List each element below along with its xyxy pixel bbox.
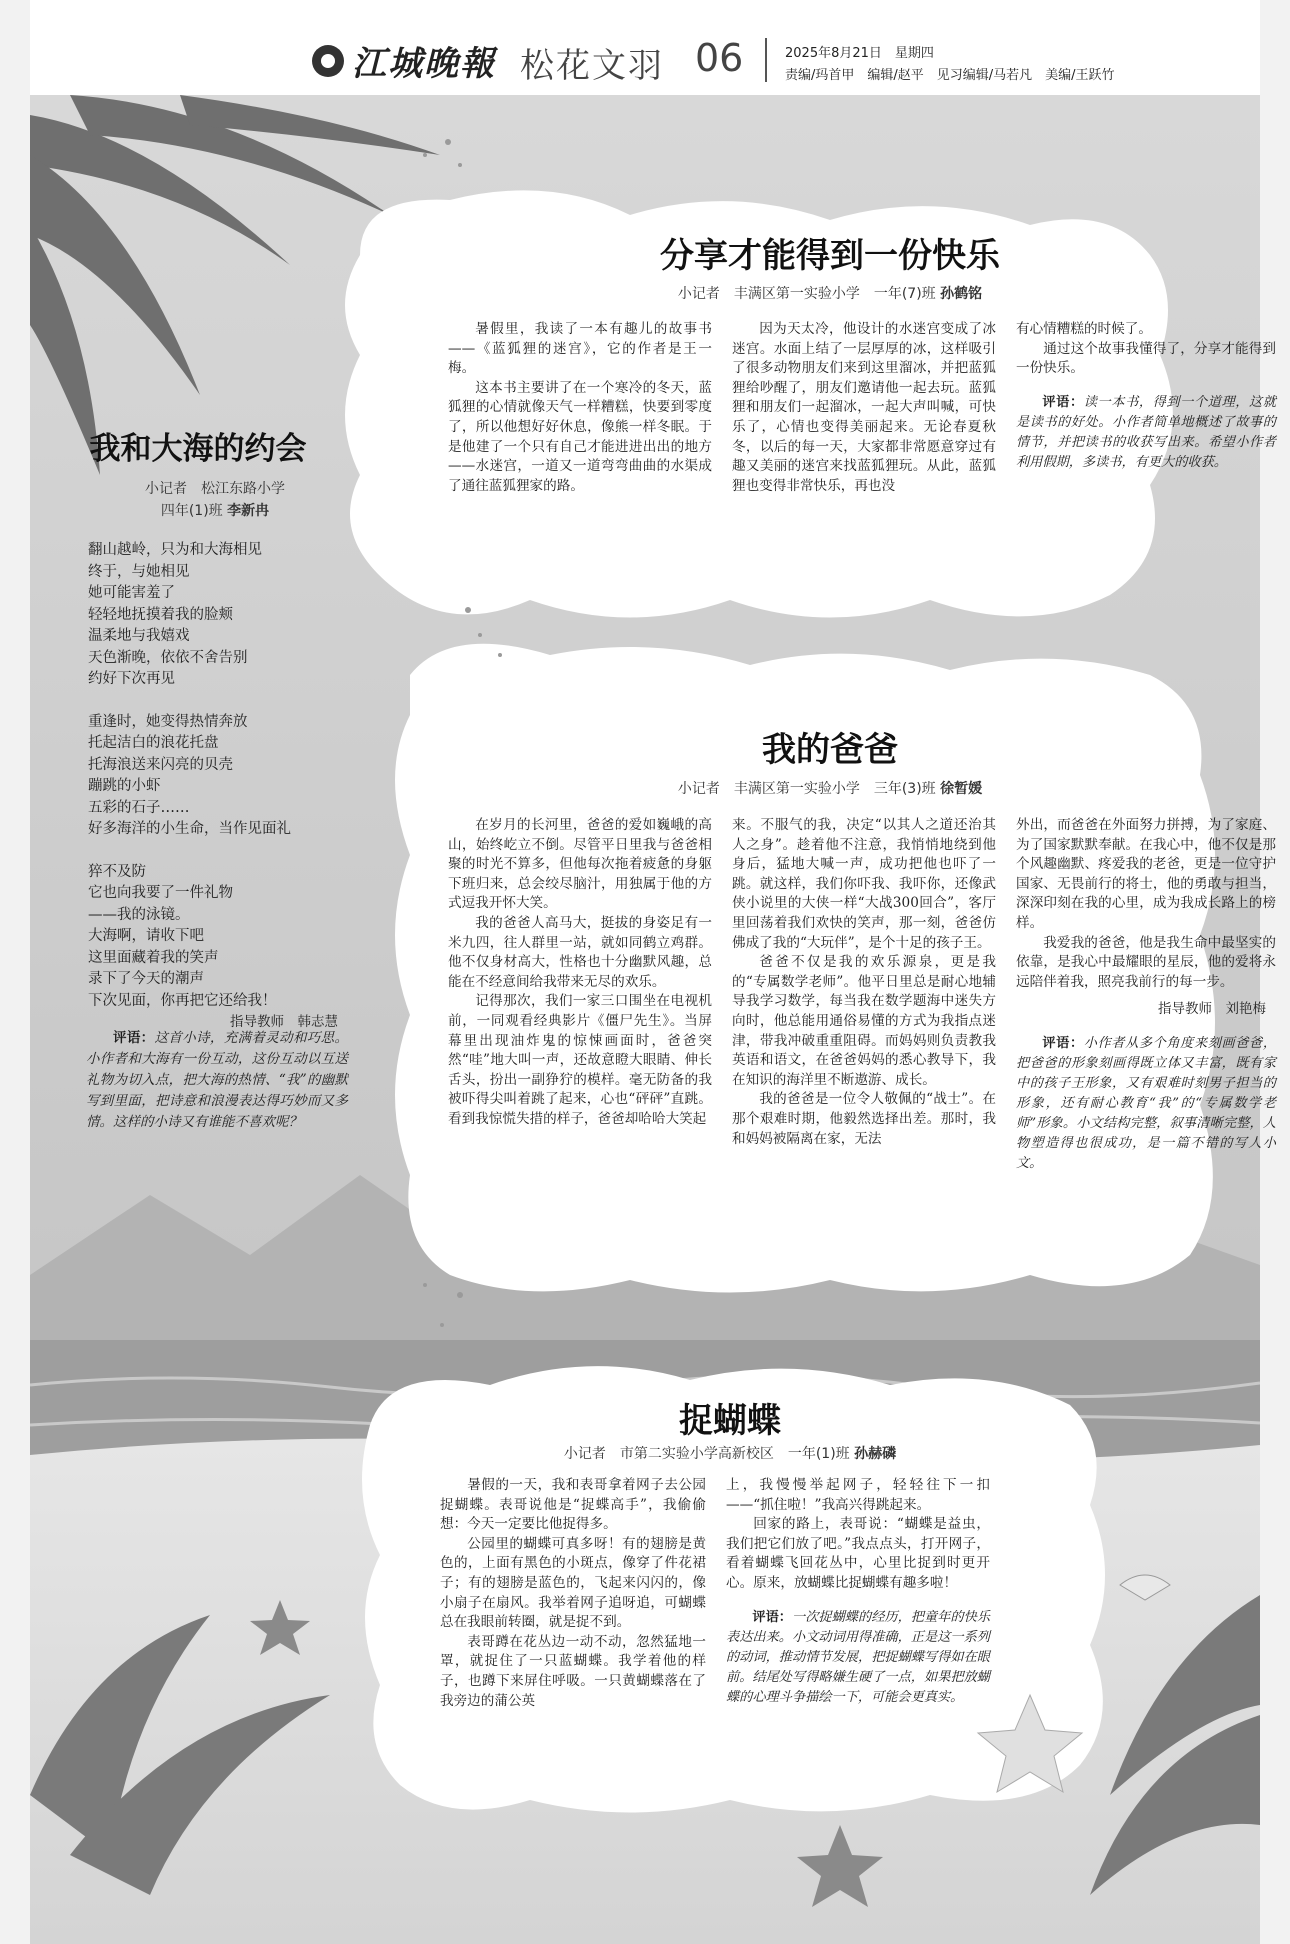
poem-line: 好多海洋的小生命，当作见面礼 [88, 821, 291, 837]
article1-column-3 [1016, 320, 1276, 473]
article2-column-2 [732, 816, 996, 1149]
poem-line: ——我的泳镜。 [88, 906, 190, 923]
comment-label: 评语： [1042, 394, 1084, 410]
byline-author: 徐暂媛 [940, 781, 983, 797]
poem-line: 托海浪送来闪亮的贝壳 [88, 756, 233, 773]
poem-line: 她可能害羞了 [88, 585, 175, 601]
poem-line: 重逢时，她变得热情奔放 [88, 713, 248, 730]
article1-comment [1016, 393, 1276, 473]
poem-line: 终于，与她相见 [88, 563, 190, 580]
paragraph: 外出，而爸爸在外面努力拼搏，为了家庭、为了国家默默奉献。在我心中，他不仅是那个风趣幽默、疼爱我的老爸，更是一位守护国家、无畏前行的将士，他的勇敢与担当，深深印刻在我的心里，成为我成长路上的榜样。 [1016, 817, 1276, 931]
paragraph: 我的爸爸人高马大，挺拔的身姿足有一米九四，往人群里一站，就如同鹤立鸡群。他不仅身材高大，性格也十分幽默风趣，总能在不经意间给我带来无尽的欢乐。 [448, 914, 712, 990]
poem-line: 托起洁白的浪花托盘 [88, 735, 219, 751]
paragraph: 这本书主要讲了在一个寒冷的冬天，蓝狐狸的心情就像天气一样糟糕，快要到零度了，所以他想好好休息，像熊一样冬眠。于是他建了一个只有自己才能进进出出的地方——水迷宫，一道又一道弯弯曲曲的水渠成了通往蓝狐狸家的路。 [448, 379, 712, 494]
paragraph: 我的爸爸是一位令人敬佩的“战士”。在那个艰难时期，他毅然选择出差。那时，我和妈妈被隔离在家，无法 [732, 1091, 996, 1147]
paragraph: 在岁月的长河里，爸爸的爱如巍峨的高山，始终屹立不倒。尽管平日里我与爸爸相聚的时光不算多，但他每次拖着疲惫的身躯下班归来，总会绞尽脑汁，用独属于他的方式逗我开怀大笑。 [448, 817, 712, 912]
poem-comment [86, 1028, 348, 1133]
poem-line: 蹦跳的小虾 [88, 778, 161, 794]
poem-body [88, 540, 348, 1034]
article2-comment [1016, 1034, 1276, 1174]
byline-text: 小记者 丰满区第一实验小学 一年(7)班 [677, 286, 936, 302]
poem-byline [120, 478, 310, 522]
article3-byline [370, 1443, 1090, 1463]
poem-line: 大海啊，请收下吧 [88, 928, 204, 944]
paragraph: 公园里的蝴蝶可真多呀！有的翅膀是黄色的，上面有黑色的小斑点，像穿了件花裙子；有的翅膀是蓝色的，飞起来闪闪的，像小扇子在扇风。我举着网子追呀追，可蝴蝶总在我眼前转圈，就是捉不到。 [440, 1535, 706, 1631]
editor-credits: 责编/玛首甲 编辑/赵平 见习编辑/马若凡 美编/王跃竹 [785, 68, 1115, 83]
article3-title: 捉蝴蝶 [679, 1401, 781, 1441]
section-title: 松花文羽 [520, 46, 664, 86]
poem-byline-class-line [120, 500, 310, 522]
newspaper-page [30, 0, 1277, 1944]
comment-text: 小作者从多个角度来刻画爸爸，把爸爸的形象刻画得既立体又丰富，既有家中的孩子王形象，又有艰难时刻男子担当的形象，还有耐心教育“我”的“专属数学老师”形象。小文结构完整，叙事清晰完整，人物塑造得也很成功，是一篇不错的写人小文。 [1016, 1035, 1277, 1171]
paragraph: 通过这个故事我懂得了，分享才能得到一份快乐。 [1016, 340, 1276, 377]
paragraph: 暑假里，我读了一本有趣儿的故事书——《蓝狐狸的迷宫》，它的作者是王一梅。 [448, 321, 712, 377]
article2-teacher: 指导教师 刘艳梅 [1158, 1001, 1266, 1018]
byline-author: 孙赫磷 [854, 1446, 897, 1462]
page-header [30, 0, 1260, 92]
comment-label: 评语： [1042, 1035, 1084, 1051]
poem-line: 猝不及防 [88, 863, 146, 880]
comment-text: 这首小诗，充满着灵动和巧思。小作者和大海有一份互动，这份互动以互送礼物为切入点，把大海的热情、“我”的幽默写到里面，把诗意和浪漫表达得巧妙而又多情。这样的小诗又有谁能不喜欢呢？ [86, 1030, 348, 1130]
logo-text: 江城晚報 [352, 44, 496, 84]
paragraph: 有心情糟糕的时候了。 [1016, 321, 1152, 337]
paragraph: 上，我慢慢举起网子，轻轻往下一扣——“抓住啦！”我高兴得跳起来。 [726, 1477, 990, 1513]
poem-line: 温柔地与我嬉戏 [88, 628, 190, 644]
comment-label: 评语： [752, 1609, 792, 1625]
article3-comment [726, 1608, 990, 1708]
poem-line: 翻山越岭，只为和大海相见 [88, 542, 262, 558]
comment-label: 评语： [113, 1030, 155, 1046]
paragraph: 我爱我的爸爸，他是我生命中最坚实的依靠，是我心中最耀眼的星辰，他的爱将永远陪伴着我，照亮我前行的每一步。 [1016, 934, 1276, 990]
paragraph: 来。不服气的我，决定“以其人之道还治其人之身”。趁着他不注意，我悄悄地绕到他身后，猛地大喊一声，成功把他也吓了一跳。就这样，我们你吓我、我吓你，还像武侠小说里的大侠一样“大战300回合”，客厅里回荡着我们欢快的笑声，那一刻，爸爸仿佛成了我的“大玩伴”，是个十足的孩子王。 [732, 817, 996, 951]
article2-title: 我的爸爸 [762, 730, 898, 770]
poem-teacher: 指导教师 韩志慧 [230, 1014, 338, 1030]
article1-column-1 [448, 320, 712, 496]
poem-author: 李新冉 [227, 503, 270, 519]
poem-line: 天色渐晚，依依不舍告别 [88, 649, 248, 666]
header-divider [765, 38, 767, 82]
paragraph: 回家的路上，表哥说：“蝴蝶是益虫，我们把它们放了吧。”我点点头，打开网子，看着蝴蝶飞回花丛中，心里比捉到时更开心。原来，放蝴蝶比捉蝴蝶有趣多啦！ [726, 1516, 990, 1591]
article1-column-2 [732, 320, 996, 496]
poem-line: 录下了今天的潮声 [88, 971, 204, 987]
comment-text: 一次捉蝴蝶的经历，把童年的快乐表达出来。小文动词用得准确，正是这一系列的动词，推动情节发展，把捉蝴蝶写得如在眼前。结尾处写得略嫌生硬了一点，如果把放蝴蝶的心理斗争描绘一下，可能会更真实。 [726, 1609, 991, 1705]
paragraph: 爸爸不仅是我的欢乐源泉，更是我的“专属数学老师”。他平日里总是耐心地辅导我学习数学，每当我在数学题海中迷失方向时，他总能用通俗易懂的方式为我指点迷津，带我冲破重重阻碍。而妈妈则负责教我英语和语文，在爸爸妈妈的悉心教导下，我在知识的海洋里不断遨游、成长。 [732, 954, 996, 1088]
newspaper-logo-icon [312, 45, 344, 77]
issue-date: 2025年8月21日 星期四 [785, 46, 934, 61]
article2-column-3 [1016, 816, 1276, 1174]
article3-column-2 [726, 1476, 990, 1708]
article3-column-1 [440, 1476, 706, 1711]
byline-text: 小记者 丰满区第一实验小学 三年(3)班 [677, 781, 936, 797]
byline-author: 孙鹤铭 [940, 286, 983, 302]
paragraph: 表哥蹲在花丛边一动不动，忽然猛地一罩，就捉住了一只蓝蝴蝶。我学着他的样子，也蹲下来屏住呼吸。一只黄蝴蝶落在了我旁边的蒲公英 [440, 1633, 706, 1709]
paragraph: 暑假的一天，我和表哥拿着网子去公园捉蝴蝶。表哥说他是“捉蝶高手”，我偷偷想：今天一定要比他捉得多。 [440, 1477, 706, 1533]
poem-line: 轻轻地抚摸着我的脸颊 [88, 606, 233, 623]
byline-text: 小记者 市第二实验小学高新校区 一年(1)班 [563, 1446, 850, 1462]
article1-byline [430, 283, 1230, 303]
poem-title: 我和大海的约会 [89, 431, 307, 467]
article1-title: 分享才能得到一份快乐 [660, 236, 1000, 276]
comment-text: 读一本书，得到一个道理，这就是读书的好处。小作者简单地概述了故事的情节，并把读书的收获写出来。希望小作者利用假期，多读书，有更大的收获。 [1016, 394, 1277, 470]
poem-line: 这里面藏着我的笑声 [88, 949, 219, 966]
poem-line: 它也向我要了一件礼物 [88, 885, 233, 901]
article2-byline [430, 778, 1230, 798]
poem-line: 五彩的石子…… [88, 799, 190, 816]
poem-line: 下次见面，你再把它还给我！ [88, 992, 277, 1009]
masthead-logo [312, 36, 496, 85]
paragraph: 记得那次，我们一家三口围坐在电视机前，一同观看经典影片《僵尸先生》。当屏幕里出现油炸鬼的惊悚画面时，爸爸突然“哇”地大叫一声，还故意瞪大眼睛、伸长舌头，扮出一副狰狞的模样。毫无防备的我被吓得尖叫着跳了起来，心也“砰砰”直跳。看到我惊慌失措的样子，爸爸却哈哈大笑起 [448, 993, 712, 1127]
poem-line: 约好下次再见 [88, 671, 175, 687]
article2-column-1 [448, 816, 712, 1130]
paragraph: 因为天太冷，他设计的水迷宫变成了冰迷宫。水面上结了一层厚厚的冰，这样吸引了很多动物朋友们来到这里溜冰，并把蓝狐狸给吵醒了，朋友们邀请他一起去玩。蓝狐狸和朋友们一起溜冰，一起大声叫喊，可快乐了，心情也变得美丽起来。无论春夏秋冬，以后的每一天，大家都非常愿意穿过有趣又美丽的迷宫来找蓝狐狸玩。从此，蓝狐狸也变得非常快乐，再也没 [732, 321, 996, 494]
page-number: 06 [695, 36, 744, 80]
poem-byline-reporter: 小记者 松江东路小学 [145, 481, 285, 497]
poem-class: 四年(1)班 [160, 503, 223, 519]
